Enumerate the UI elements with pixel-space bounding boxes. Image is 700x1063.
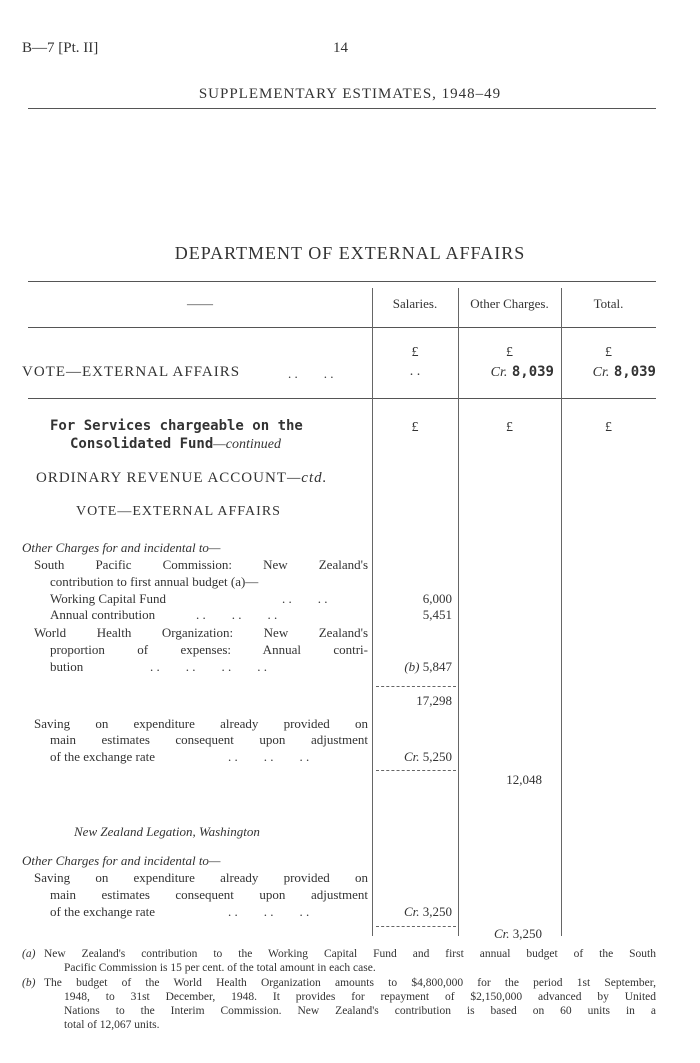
column-divider-total: [561, 288, 562, 936]
who-line2: proportion of expenses: Annual contri-: [50, 642, 368, 657]
vote-summary-leaders: . . . .: [288, 366, 334, 381]
subtotal-value: 17,298: [416, 693, 452, 708]
services-currency-salaries: £: [411, 420, 419, 435]
who-line1: World Health Organization: New Zealand's: [34, 625, 368, 640]
footnote-a-mark: (a): [22, 948, 36, 960]
footnote-b-mark: (b): [22, 977, 36, 989]
footnote-b-line3: Nations to the Interim Commission. New Zealand's contribution is based on 60 units in a: [64, 1005, 656, 1017]
summary-currency-salaries: £: [411, 345, 419, 360]
footnote-a-line1: New Zealand's contribution to the Working Capital Fund and first annual budget of the South: [44, 948, 656, 960]
services-currency-other: £: [506, 420, 513, 435]
saving-leaders: . . . . . .: [228, 749, 310, 764]
saving-line3: of the exchange rate: [50, 749, 156, 764]
legation-heading: New Zealand Legation, Washington: [74, 824, 260, 839]
header-total: Total.: [593, 296, 624, 311]
legation-saving-leaders: . . . . . .: [228, 904, 310, 919]
vote-summary-other-charges: Cr. 8,039: [490, 364, 554, 380]
footnote-b-line4: total of 12,067 units.: [64, 1019, 160, 1031]
who-value: (b) 5,847: [404, 659, 452, 674]
table-top-rule: [28, 281, 656, 282]
spc-line1: South Pacific Commission: New Zealand's: [34, 557, 368, 572]
header-salaries: Salaries.: [392, 296, 438, 311]
vote-summary-label: VOTE—EXTERNAL AFFAIRS: [22, 364, 241, 380]
wcf-leaders: . . . .: [282, 591, 328, 606]
legation-saving-value: Cr. 3,250: [403, 904, 452, 919]
other-charges-intro: Other Charges for and incidental to—: [22, 540, 221, 555]
header-other-charges: Other Charges.: [470, 296, 549, 311]
page-number: 14: [333, 40, 348, 56]
saving-line2: main estimates consequent upon adjustment: [50, 732, 368, 747]
saving-line1: Saving on expenditure already provided on: [34, 716, 368, 731]
legation-saving-line3: of the exchange rate: [50, 904, 156, 919]
saving-value: Cr. 5,250: [403, 749, 452, 764]
summary-currency-other: £: [506, 345, 513, 360]
header-rule: [28, 108, 656, 109]
vote-heading: VOTE—EXTERNAL AFFAIRS: [76, 504, 281, 519]
subtotal-rule: [376, 686, 456, 687]
annual-contribution-leaders: . . . . . .: [196, 607, 278, 622]
spc-line2: contribution to first annual budget (a)—: [50, 574, 259, 589]
services-heading-line2: Consolidated Fund—continued: [70, 436, 281, 452]
summary-currency-total: £: [605, 345, 612, 360]
who-leaders: . . . . . . . .: [150, 659, 267, 674]
legation-net-other-charges: Cr. 3,250: [493, 926, 542, 941]
annual-contribution-label: Annual contribution: [50, 607, 156, 622]
footnote-b-line1: The budget of the World Health Organization amounts to $4,800,000 for the period 1st September,: [44, 977, 656, 989]
legation-intro: Other Charges for and incidental to—: [22, 853, 221, 868]
net-rule: [376, 770, 456, 771]
footnote-b-line2: 1948, to 31st December, 1948. It provides for repayment of $2,150,000 advanced by United: [64, 991, 656, 1003]
vote-summary-salaries: . .: [409, 364, 421, 379]
vote-summary-total: Cr. 8,039: [592, 364, 656, 380]
department-title: DEPARTMENT OF EXTERNAL AFFAIRS: [174, 243, 526, 263]
legation-saving-line1: Saving on expenditure already provided on: [34, 870, 368, 885]
footnote-a-line2: Pacific Commission is 15 per cent. of the total amount in each case.: [64, 962, 376, 974]
legation-rule: [376, 926, 456, 927]
header-blank-cell: ——: [187, 296, 213, 311]
wcf-value: 6,000: [422, 591, 452, 606]
column-divider-other-charges: [458, 288, 459, 936]
page-title: SUPPLEMENTARY ESTIMATES, 1948–49: [198, 86, 502, 102]
annual-contribution-value: 5,451: [422, 607, 452, 622]
who-line3: bution: [50, 659, 84, 674]
document-code: B—7 [Pt. II]: [22, 40, 99, 56]
wcf-label: Working Capital Fund: [50, 591, 166, 606]
legation-saving-line2: main estimates consequent upon adjustment: [50, 887, 368, 902]
services-heading-line1: For Services chargeable on the: [50, 418, 303, 434]
account-heading: ORDINARY REVENUE ACCOUNT—ctd.: [36, 470, 328, 486]
section1-net-other-charges: 12,048: [506, 772, 542, 787]
services-currency-total: £: [605, 420, 612, 435]
